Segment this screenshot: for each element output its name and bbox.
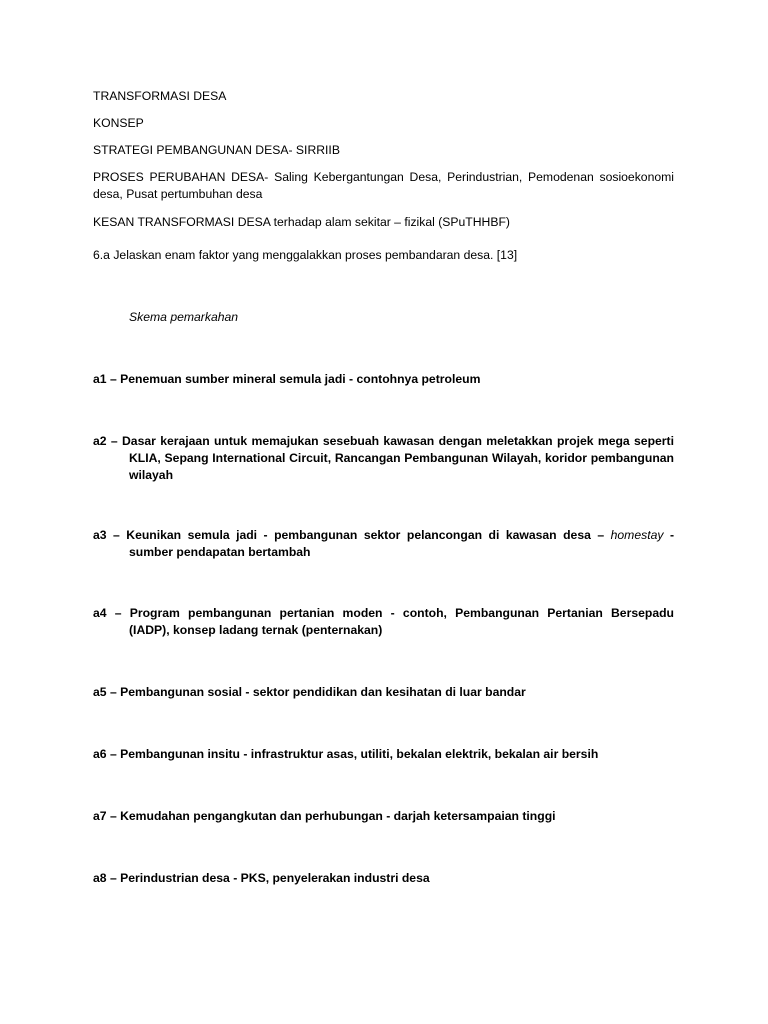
question-6a: 6.a Jelaskan enam faktor yang menggalakkan proses pembandaran desa. [13] (93, 248, 518, 262)
answer-a7: a7 – Kemudahan pengangkutan dan perhubungan - darjah ketersampaian tinggi (93, 809, 556, 823)
heading-konsep: KONSEP (93, 116, 144, 130)
heading-proses (93, 169, 674, 203)
heading-kesan: KESAN TRANSFORMASI DESA terhadap alam sekitar – fizikal (SPuTHHBF) (93, 215, 510, 229)
answer-a3-homestay: homestay (610, 528, 664, 542)
answer-a2 (93, 433, 674, 484)
answer-a2-line-3: wilayah (129, 468, 174, 482)
answer-a3-dash: - (669, 528, 675, 542)
proses-line-1: PROSES PERUBAHAN DESA- Saling Kebergantungan Desa, Perindustrian, Pemodenan sosioekonomi (93, 170, 674, 184)
answer-a4 (93, 605, 674, 639)
answer-a3-line-1 (93, 527, 674, 544)
answer-a6: a6 – Pembangunan insitu - infrastruktur asas, utiliti, bekalan elektrik, bekalan air bersih (93, 747, 599, 761)
answer-a4-line-1: a4 – Program pembangunan pertanian moden - contoh, Pembangunan Pertanian Bersepadu (93, 606, 674, 620)
answer-a1: a1 – Penemuan sumber mineral semula jadi - contohnya petroleum (93, 372, 481, 386)
heading-strategi: STRATEGI PEMBANGUNAN DESA- SIRRIIB (93, 143, 340, 157)
marking-scheme-label: Skema pemarkahan (129, 310, 239, 324)
answer-a2-line-2: KLIA, Sepang International Circuit, Rancangan Pembangunan Wilayah, koridor pembangunan (129, 451, 674, 465)
answer-a2-line-1: a2 – Dasar kerajaan untuk memajukan sesebuah kawasan dengan meletakkan projek mega seperti (93, 434, 674, 448)
answer-a4-line-2: (IADP), konsep ladang ternak (penternakan) (129, 623, 383, 637)
answer-a3 (93, 527, 674, 561)
answer-a8: a8 – Perindustrian desa - PKS, penyelerakan industri desa (93, 871, 430, 885)
doc-title: TRANSFORMASI DESA (93, 89, 227, 103)
answer-a5: a5 – Pembangunan sosial - sektor pendidikan dan kesihatan di luar bandar (93, 685, 526, 699)
answer-a3-text: a3 – Keunikan semula jadi - pembangunan sektor pelancongan di kawasan desa – (93, 528, 605, 542)
proses-line-2: desa, Pusat pertumbuhan desa (93, 187, 263, 201)
answer-a3-line-2: sumber pendapatan bertambah (129, 545, 311, 559)
